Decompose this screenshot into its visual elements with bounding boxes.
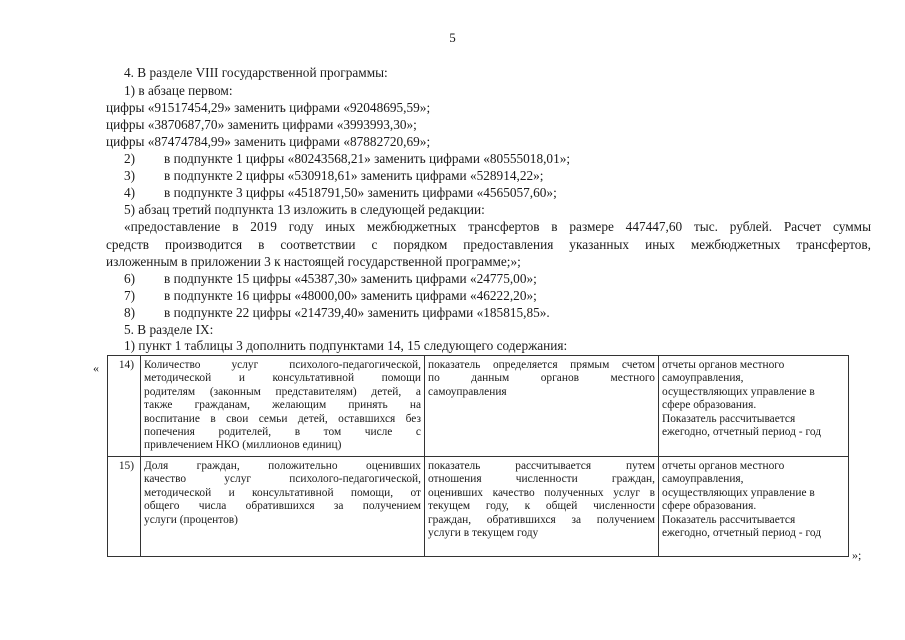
cell-line: сфере образования.	[662, 500, 757, 513]
section5-heading: 5. В разделе IX:	[124, 322, 214, 337]
table-row	[108, 356, 849, 457]
list-item-text: в подпункте 16 цифры «48000,00» заменить цифрами «46222,20»;	[164, 288, 537, 303]
list-item-text: в подпункте 1 цифры «80243568,21» заменить цифрами «80555018,01»;	[164, 151, 571, 166]
paragraph-line: средств производится в соответствии с порядком предоставления указанных иных межбюджетных трансфертов,	[106, 236, 871, 252]
cell-line: сфере образования.	[662, 399, 757, 412]
cell-line: отношения численности граждан,	[428, 473, 655, 486]
list-item-number: 3)	[124, 168, 136, 183]
source-cell	[659, 457, 849, 557]
subitem-1: 1) в абзаце первом:	[124, 83, 233, 98]
cell-line: воспитание в свои семьи детей, оставшихся без	[144, 412, 421, 425]
list-item	[124, 287, 537, 305]
source-cell	[659, 356, 849, 457]
table-row	[108, 457, 849, 557]
digits-line-3: цифры «87474784,99» заменить цифрами «87882720,69»;	[106, 134, 431, 149]
list-item-number: 2)	[124, 151, 136, 166]
cell-line: самоуправления,	[662, 372, 744, 385]
list-item-text: в подпункте 15 цифры «45387,30» заменить цифрами «24775,00»;	[164, 271, 537, 286]
cell-line: качество услуг психолого-педагогической,	[144, 473, 421, 486]
method-cell	[425, 356, 659, 457]
cell-line: ежегодно, отчетный период - год	[662, 426, 821, 439]
cell-line: Показатель рассчитывается	[662, 513, 796, 526]
cell-line: текущем году, к общей численности	[428, 500, 655, 513]
cell-line: Показатель рассчитывается	[662, 412, 796, 425]
indicator-cell	[141, 457, 425, 557]
cell-line: методической и консультативной помощи	[144, 372, 421, 385]
cell-line: Доля граждан, положительно оценивших	[144, 460, 421, 472]
cell-line: родителям (законным представителям) детей, а	[144, 385, 421, 398]
cell-line: общего числа обратившихся за получением	[144, 500, 421, 513]
indicators-table	[107, 355, 849, 557]
subitem-5-1: 1) пункт 1 таблицы 3 дополнить подпунктами 14, 15 следующего содержания:	[124, 338, 568, 353]
cell-line: привлечением НКО (миллионов единиц)	[144, 439, 342, 452]
cell-line: самоуправления	[428, 385, 507, 398]
list-item-number: 6)	[124, 271, 136, 286]
cell-line: также гражданам, желающим принять на	[144, 399, 421, 412]
paragraph-line: изложенным в приложении 3 к настоящей государственной программе;»;	[106, 254, 521, 269]
cell-line: услуги (процентов)	[144, 513, 238, 526]
list-item	[124, 184, 557, 202]
list-item-number: 8)	[124, 305, 136, 320]
list-item-text: в подпункте 2 цифры «530918,61» заменить цифрами «528914,22»;	[164, 168, 544, 183]
cell-line: попечения родителей, в том числе с	[144, 426, 421, 439]
digits-line-1: цифры «91517454,29» заменить цифрами «92048695,59»;	[106, 100, 431, 115]
list-item	[124, 167, 543, 185]
list-item-text: в подпункте 3 цифры «4518791,50» заменить цифрами «4565057,60»;	[164, 185, 557, 200]
method-cell	[425, 457, 659, 557]
row-number: 15)	[108, 457, 141, 557]
cell-line: показатель рассчитывается путем	[428, 460, 655, 472]
cell-line: граждан, обратившихся за получением	[428, 513, 655, 526]
indicator-cell	[141, 356, 425, 457]
cell-line: ежегодно, отчетный период - год	[662, 527, 821, 540]
cell-line: самоуправления,	[662, 473, 744, 486]
cell-line: осуществляющих управление в	[662, 385, 815, 398]
cell-line: отчеты органов местного	[662, 359, 785, 371]
cell-line: Количество услуг психолого-педагогической,	[144, 359, 421, 371]
opening-quote: «	[93, 361, 99, 375]
section4-heading: 4. В разделе VIII государственной программы:	[124, 65, 388, 80]
cell-line: показатель определяется прямым счетом	[428, 359, 655, 371]
list-item	[124, 150, 570, 168]
list-item-number: 4)	[124, 185, 136, 200]
paragraph-line: «предоставление в 2019 году иных межбюджетных трансфертов в размере 447447,60 тыс. рублей. Расчет суммы	[124, 219, 871, 234]
page-number: 5	[449, 30, 456, 45]
list-item-number: 7)	[124, 288, 136, 303]
list-item	[124, 270, 537, 288]
digits-line-2: цифры «3870687,70» заменить цифрами «3993993,30»;	[106, 117, 417, 132]
quoted-paragraph	[106, 218, 871, 271]
cell-line: методической и консультативной помощи, от	[144, 486, 421, 499]
closing-quote: »;	[852, 548, 862, 562]
cell-line: оценивших качество полученных услуг в	[428, 486, 655, 499]
cell-line: по данным органов местного	[428, 372, 655, 385]
list-item-text: в подпункте 22 цифры «214739,40» заменить цифрами «185815,85».	[164, 305, 550, 320]
cell-line: отчеты органов местного	[662, 460, 785, 472]
row-number: 14)	[108, 356, 141, 457]
cell-line: осуществляющих управление в	[662, 486, 815, 499]
cell-line: услуги в текущем году	[428, 527, 539, 540]
list-item	[124, 304, 550, 322]
subitem-5: 5) абзац третий подпункта 13 изложить в следующей редакции:	[124, 202, 485, 217]
